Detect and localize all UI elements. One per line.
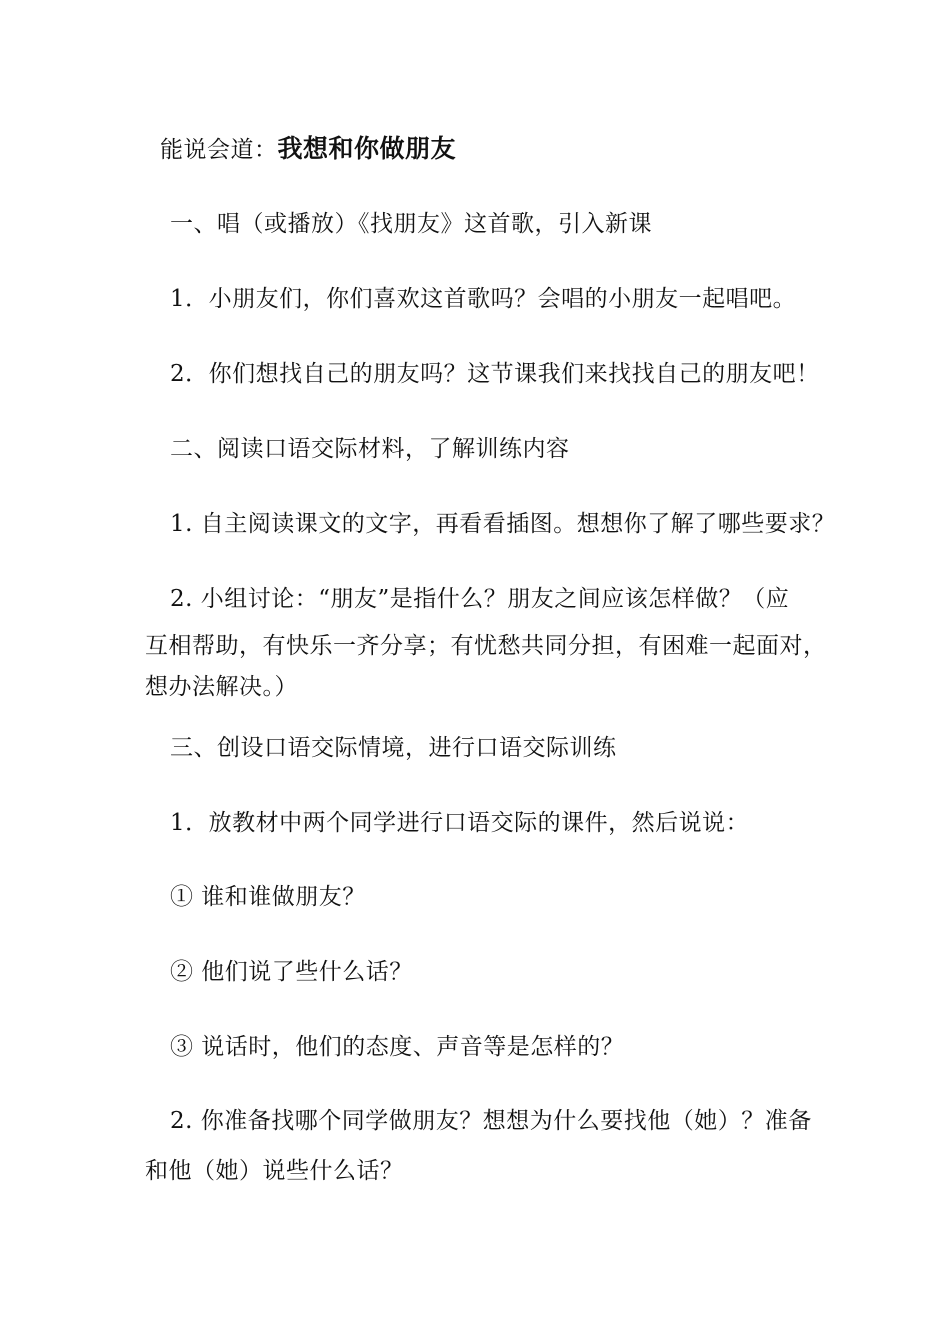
- section-3-item-2-line-1: 2. 你准备找哪个同学做朋友？想想为什么要找他（她）？准备: [170, 1108, 812, 1134]
- section-2-item-2-line-2: 互相帮助，有快乐一齐分享；有忧愁共同分担，有困难一起面对，: [145, 633, 827, 659]
- section-1-heading: 一、唱（或播放）《找朋友》这首歌，引入新课: [170, 211, 652, 237]
- section-3-subitem-2: ② 他们说了些什么话？: [170, 959, 413, 985]
- section-1-item-1: 1．小朋友们，你们喜欢这首歌吗？会唱的小朋友一起唱吧。: [170, 286, 797, 312]
- section-3-subitem-1: ① 谁和谁做朋友？: [170, 884, 366, 910]
- section-2-heading: 二、阅读口语交际材料，了解训练内容: [170, 436, 570, 462]
- title-main: 我想和你做朋友: [277, 134, 457, 163]
- section-3-item-1: 1．放教材中两个同学进行口语交际的课件，然后说说：: [170, 810, 750, 836]
- title-prefix: 能说会道：: [160, 137, 278, 163]
- section-3-subitem-3: ③ 说话时，他们的态度、声音等是怎样的？: [170, 1034, 625, 1060]
- section-2-item-2-line-3: 想办法解决。）: [145, 674, 298, 700]
- document-title: [160, 134, 456, 165]
- section-2-item-1: 1. 自主阅读课文的文字，再看看插图。想想你了解了哪些要求？: [170, 511, 836, 537]
- section-2-item-2-line-1: 2. 小组讨论：“朋友”是指什么？朋友之间应该怎样做？（应: [170, 586, 790, 612]
- section-3-item-2-line-2: 和他（她）说些什么话？: [145, 1158, 404, 1184]
- section-1-item-2: 2．你们想找自己的朋友吗？这节课我们来找找自己的朋友吧！: [170, 361, 820, 387]
- section-3-heading: 三、创设口语交际情境，进行口语交际训练: [170, 735, 617, 761]
